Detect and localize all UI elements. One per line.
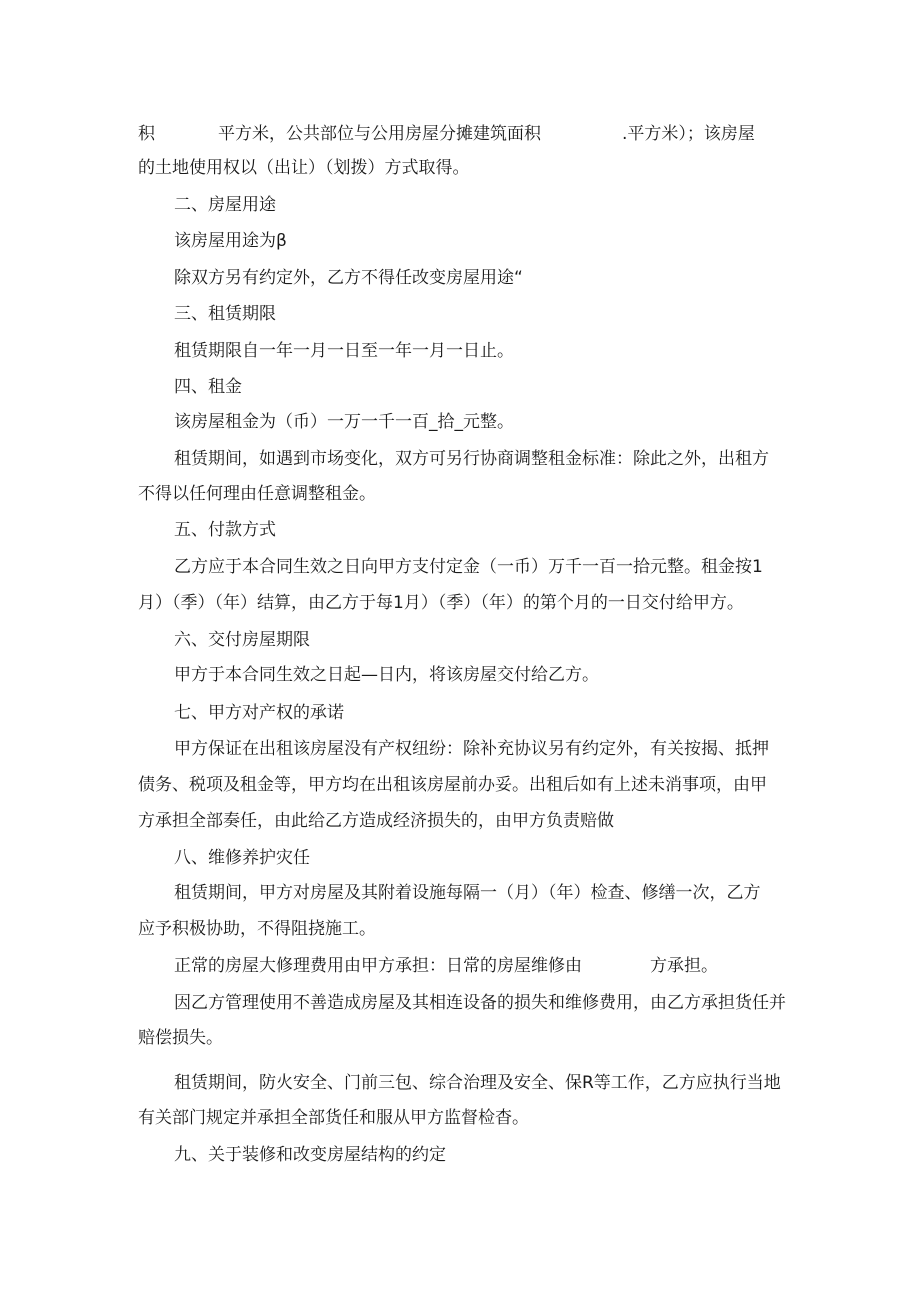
section-heading-3: 三、租赁期限 [174, 304, 276, 324]
paragraph-line: 租赁期限自一年一月一日至一年一月一日止。 [174, 341, 514, 361]
section-heading-9: 九、关于装修和改变房屋结构的约定 [174, 1145, 446, 1165]
section-heading-5: 五、付款方式 [174, 520, 276, 540]
paragraph-line: 债务、税项及租金等，甲方均在出租该房屋前办妥。出租后如有上述未消事项，由甲 [138, 775, 767, 795]
section-heading-4: 四、租金 [174, 377, 242, 397]
text-segment: 正常的房屋大修理费用由甲方承担：日常的房屋维修由 [174, 956, 582, 976]
text-segment: 方承担。 [650, 956, 718, 976]
paragraph-line: 该房屋租金为（币）一万一千一百_拾_元整。 [174, 412, 514, 432]
section-heading-6: 六、交付房屋期限 [174, 630, 310, 650]
text-segment: 积 [138, 124, 155, 144]
text-segment: 平方米，公共部位与公用房屋分摊建筑面积 [218, 124, 541, 144]
paragraph-line: 有关部门规定并承担全部货任和服从甲方监督检杳。 [138, 1108, 529, 1128]
section-heading-2: 二、房屋用途 [174, 195, 276, 215]
paragraph-line: 甲方保证在出租该房屋没有产权纽纷：除补充协议另有约定外，有关按揭、抵押 [174, 739, 769, 759]
paragraph-line: 除双方另有约定外，乙方不得任改变房屋用途“ [174, 268, 523, 288]
paragraph-line: 该房屋用途为β [174, 231, 287, 251]
paragraph-line: 因乙方管理使用不善造成房屋及其相连设备的损失和维修费用，由乙方承担货任并 [174, 993, 786, 1013]
paragraph-line: 乙方应于本合同生效之日向甲方支付定金（一币）万千一百一拾元整。租金按1 [174, 557, 763, 577]
paragraph-line: 租赁期间，如遇到市场变化，双方可另行协商调整租金标准：除此之外，出租方 [174, 449, 769, 469]
paragraph-line: 租赁期间，甲方对房屋及其附着设施每隔一（月）（年）检查、修缮一次，乙方 [174, 883, 761, 903]
paragraph-line: 赔偿损失。 [138, 1028, 223, 1048]
paragraph-line: 月）（季）（年）结算，由乙方于每1月）（季）（年）的第个月的一日交付给甲方。 [138, 593, 744, 613]
paragraph-line: 应予积极协助，不得阻挠施工。 [138, 919, 376, 939]
paragraph-line: 不得以任何理由任意调整租金。 [138, 484, 376, 504]
text-line-2: 的土地使用权以（出让）（划拨）方式取得。 [138, 158, 470, 178]
section-heading-8: 八、维修养护灾任 [174, 848, 310, 868]
paragraph-line: 甲方于本合同生效之日起—日内，将该房屋交付给乙方。 [174, 665, 599, 685]
text-segment: .平方米）；该房屋 [622, 124, 755, 144]
paragraph-line: 租赁期间，防火安全、门前三包、综合治理及安全、保R等工作，乙方应执行当地 [174, 1073, 781, 1093]
section-heading-7: 七、甲方对产权的承诺 [174, 703, 344, 723]
paragraph-line: 方承担全部奏任，由此给乙方造成经济损失的，由甲方负责赔做 [138, 811, 614, 831]
